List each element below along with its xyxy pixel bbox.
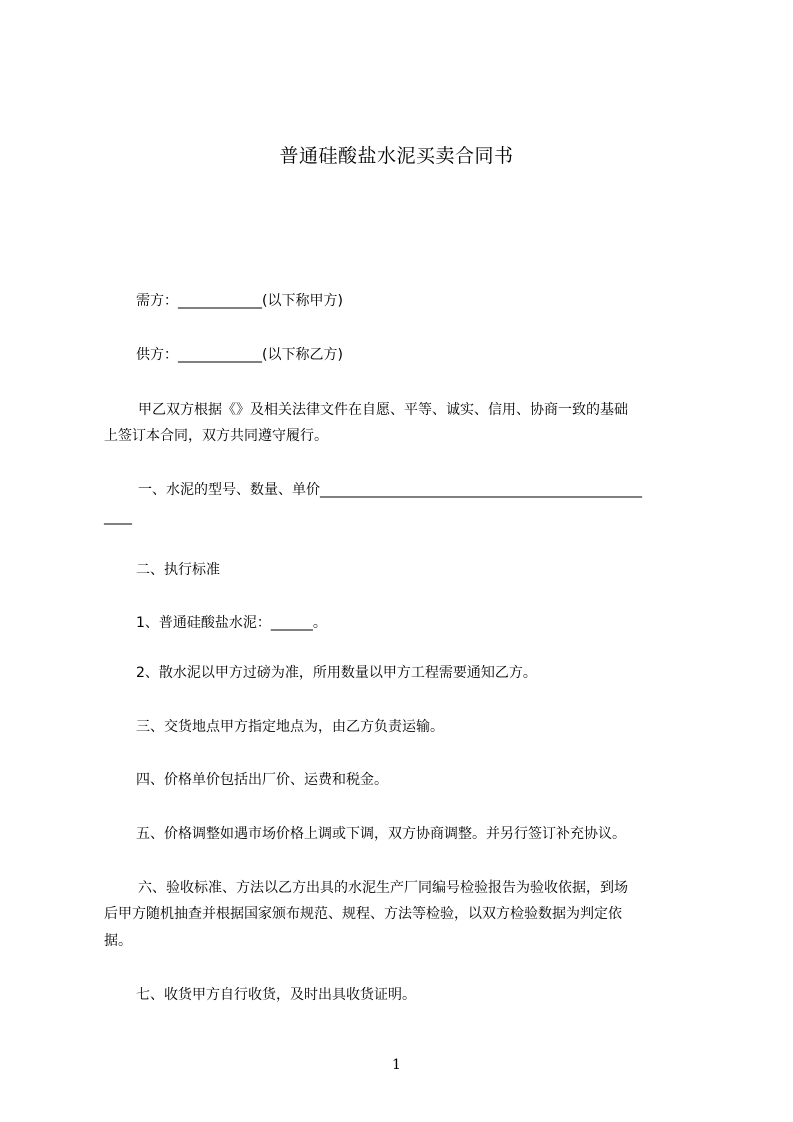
clause-1-line-2: ____ — [104, 509, 132, 525]
clause-1-line-1: 一、水泥的型号、数量、单价______________________________________________ — [138, 482, 642, 498]
clause-4: 四、价格单价包括出厂价、运费和税金。 — [136, 772, 388, 788]
clause-6-line-1: 六、验收标准、方法以乙方出具的水泥生产厂同编号检验报告为验收依据，到场 — [138, 880, 628, 896]
clause-6-line-3: 据。 — [104, 933, 132, 949]
clause-6-line-2: 后甲方随机抽查并根据国家颁布规范、规程、方法等检验，以双方检验数据为判定依 — [104, 906, 622, 922]
seller-line: 供方：____________(以下称乙方) — [136, 347, 343, 363]
clause-3: 三、交货地点甲方指定地点为，由乙方负责运输。 — [136, 719, 444, 735]
clause-2-item-2: 2、散水泥以甲方过磅为准，所用数量以甲方工程需要通知乙方。 — [136, 665, 537, 681]
preamble-line-2: 上签订本合同，双方共同遵守履行。 — [104, 428, 328, 444]
clause-5: 五、价格调整如遇市场价格上调或下调，双方协商调整。并另行签订补充协议。 — [136, 826, 626, 842]
buyer-line: 需方：____________(以下称甲方) — [136, 293, 343, 309]
page-number: 1 — [392, 1057, 401, 1073]
clause-2-item-1: 1、普通硅酸盐水泥：______。 — [136, 615, 327, 631]
clause-7: 七、收货甲方自行收货，及时出具收货证明。 — [136, 987, 416, 1003]
document-title: 普通硅酸盐水泥买卖合同书 — [279, 145, 514, 167]
clause-2-heading: 二、执行标准 — [136, 562, 220, 578]
preamble-line-1: 甲乙双方根据《》及相关法律文件在自愿、平等、诚实、信用、协商一致的基础 — [138, 402, 628, 418]
